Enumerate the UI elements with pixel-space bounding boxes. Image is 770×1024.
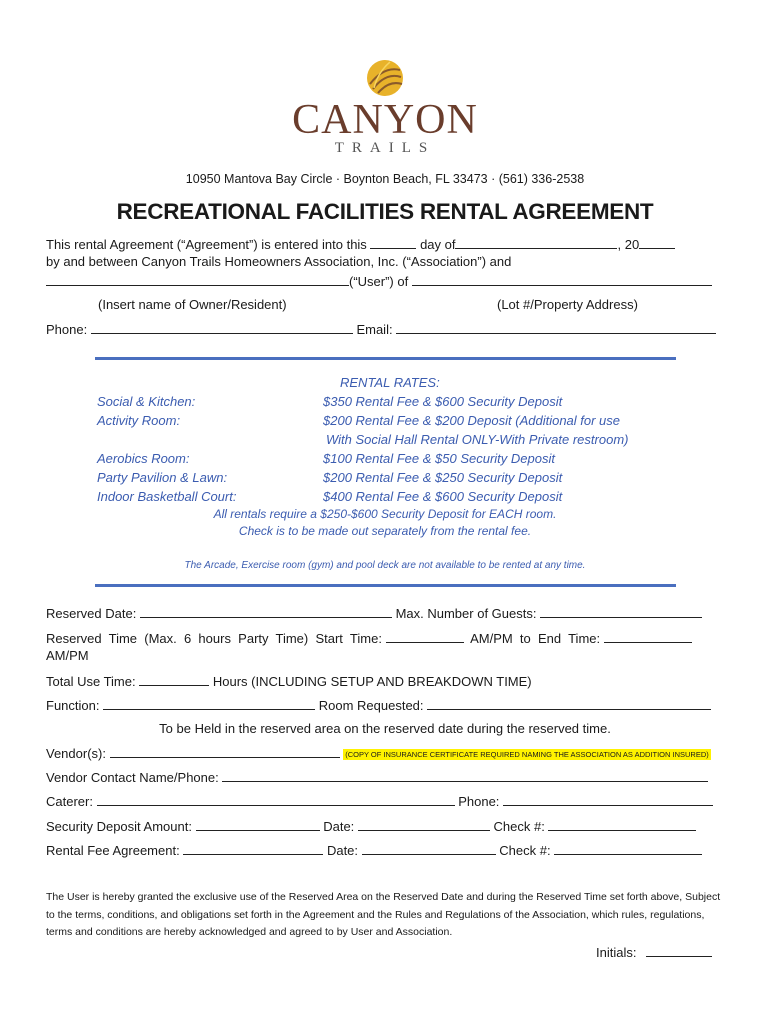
caterer-line <box>46 792 713 811</box>
email-label: Email: <box>356 322 393 337</box>
rental-check-field[interactable] <box>554 841 702 855</box>
total-use-label: Total Use Time: <box>46 674 136 689</box>
rate-room-label: Aerobics Room: <box>97 451 190 466</box>
rental-fee-label: Rental Fee Agreement: <box>46 843 180 858</box>
email-field[interactable] <box>396 320 716 334</box>
reserved-time-line <box>46 629 692 648</box>
reserved-time-label: Reserved Time (Max. 6 hours Party Time) Start Time: <box>46 631 382 646</box>
rate-value: $400 Rental Fee & $600 Security Deposit <box>323 489 563 504</box>
rate-value: $200 Rental Fee & $200 Deposit (Additional for use <box>323 413 621 428</box>
association-address: 10950 Mantova Bay Circle · Boynton Beach, FL 33473 · (561) 336-2538 <box>185 172 585 186</box>
year-field[interactable] <box>639 235 675 249</box>
hours-note: Hours (INCLUDING SETUP AND BREAKDOWN TIME) <box>212 674 532 689</box>
month-field[interactable] <box>455 235 617 249</box>
rental-fee-field[interactable] <box>183 841 323 855</box>
owner-name-field[interactable] <box>46 272 349 286</box>
room-requested-field[interactable] <box>427 696 711 710</box>
caterer-phone-field[interactable] <box>503 792 713 806</box>
max-guests-field[interactable] <box>540 604 702 618</box>
logo-wordmark: CANYON <box>292 97 478 143</box>
start-time-field[interactable] <box>386 629 464 643</box>
rate-room-label: Social & Kitchen: <box>97 394 196 409</box>
max-guests-label: Max. Number of Guests: <box>395 606 537 621</box>
section-divider-bottom <box>95 584 676 587</box>
intro-line-2: by and between Canyon Trails Homeowners Association, Inc. (“Association”) and <box>46 254 512 269</box>
security-date-field[interactable] <box>358 817 490 831</box>
lot-caption: (Lot #/Property Address) <box>497 297 638 312</box>
vendors-line <box>46 744 711 764</box>
page-title: RECREATIONAL FACILITIES RENTAL AGREEMENT <box>116 199 654 224</box>
rental-rates-heading: RENTAL RATES: <box>340 375 440 390</box>
held-note: To be Held in the reserved area on the reserved date during the reserved time. <box>159 721 611 736</box>
insurance-note: (COPY OF INSURANCE CERTIFICATE REQUIRED NAMING THE ASSOCIATION AS ADDITION INSURED) <box>345 750 709 759</box>
rental-fee-line <box>46 841 702 860</box>
caterer-field[interactable] <box>97 792 455 806</box>
phone-label: Phone: <box>46 322 88 337</box>
rate-value: $350 Rental Fee & $600 Security Deposit <box>323 394 563 409</box>
rate-value: $100 Rental Fee & $50 Security Deposit <box>323 451 555 466</box>
security-deposit-label: Security Deposit Amount: <box>46 819 192 834</box>
property-address-field[interactable] <box>412 272 712 286</box>
rate-value-continued: With Social Hall Rental ONLY-With Private restroom) <box>326 432 629 447</box>
rental-date-field[interactable] <box>362 841 496 855</box>
security-check-field[interactable] <box>548 817 696 831</box>
rate-value: $200 Rental Fee & $250 Security Deposit <box>323 470 563 485</box>
vendors-label: Vendor(s): <box>46 746 106 761</box>
caterer-label: Caterer: <box>46 794 93 809</box>
vendor-contact-field[interactable] <box>222 768 708 782</box>
intro-line-3 <box>46 272 712 291</box>
total-use-line <box>46 672 532 691</box>
owner-caption: (Insert name of Owner/Resident) <box>98 297 287 312</box>
rate-room-label: Activity Room: <box>97 413 181 428</box>
security-check-label: Check #: <box>493 819 545 834</box>
rate-room-label: Indoor Basketball Court: <box>97 489 237 504</box>
unavailable-note: The Arcade, Exercise room (gym) and pool deck are not available to be rented at any time. <box>184 560 586 571</box>
phone-email-line <box>46 320 716 339</box>
room-requested-label: Room Requested: <box>318 698 424 713</box>
section-divider-top <box>95 357 676 360</box>
initials-label: Initials: <box>596 945 637 960</box>
security-deposit-line <box>46 817 696 836</box>
reserved-date-field[interactable] <box>140 604 392 618</box>
end-time-field[interactable] <box>604 629 692 643</box>
vendor-contact-label: Vendor Contact Name/Phone: <box>46 770 219 785</box>
intro-text-user: (“User”) of <box>349 274 409 289</box>
reserved-date-label: Reserved Date: <box>46 606 137 621</box>
intro-text-a: This rental Agreement (“Agreement”) is entered into this <box>46 237 367 252</box>
phone-field[interactable] <box>91 320 353 334</box>
ampm-label: AM/PM <box>46 648 89 663</box>
intro-text-b: day of <box>420 237 456 252</box>
function-field[interactable] <box>103 696 315 710</box>
total-use-field[interactable] <box>139 672 209 686</box>
end-time-label: AM/PM to End Time: <box>470 631 601 646</box>
reserved-date-line <box>46 604 702 623</box>
function-label: Function: <box>46 698 100 713</box>
logo-subtitle: TRAILS <box>334 140 436 156</box>
vendors-field[interactable] <box>110 744 340 758</box>
security-date-label: Date: <box>323 819 355 834</box>
function-line <box>46 696 711 715</box>
check-note: Check is to be made out separately from the rental fee. <box>238 524 532 538</box>
terms-paragraph: The User is hereby granted the exclusive use of the Reserved Area on the Reserved Date and during the Reserved Time set forth above, Subject to the terms, conditions, and obligations set forth in the Agreement and the Rules and Regulations of the Association, which rules, regulations, terms and conditions are hereby acknowledged and agreed to by User and Association. <box>46 891 721 938</box>
rental-check-label: Check #: <box>499 843 551 858</box>
intro-text-c: , 20 <box>617 237 640 252</box>
intro-line-1 <box>46 235 675 254</box>
security-deposit-field[interactable] <box>196 817 320 831</box>
vendor-contact-line <box>46 768 708 787</box>
rate-room-label: Party Pavilion & Lawn: <box>97 470 228 485</box>
rental-date-label: Date: <box>326 843 359 858</box>
initials-line <box>596 943 712 962</box>
day-field[interactable] <box>370 235 416 249</box>
caterer-phone-label: Phone: <box>458 794 500 809</box>
deposit-note: All rentals require a $250-$600 Security Deposit for EACH room. <box>213 507 557 521</box>
initials-field[interactable] <box>646 943 712 957</box>
canyon-trails-sun-logo-icon <box>364 58 406 98</box>
